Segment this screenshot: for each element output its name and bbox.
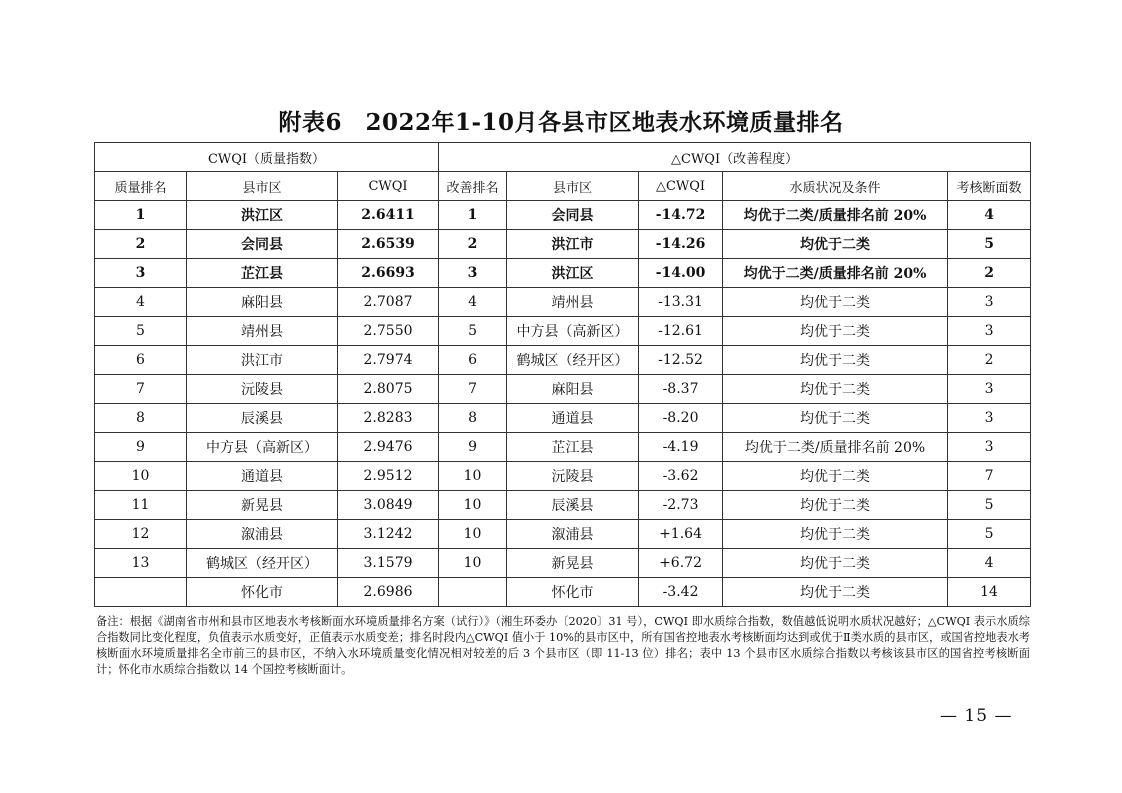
table-cell: 洪江区 <box>507 259 639 288</box>
table-cell: 3 <box>439 259 507 288</box>
table-cell: 2.9476 <box>338 433 439 462</box>
table-cell: 2.6411 <box>338 201 439 230</box>
column-header: 县市区 <box>187 172 338 201</box>
column-header: 改善排名 <box>439 172 507 201</box>
table-cell: -2.73 <box>639 491 723 520</box>
table-cell: 8 <box>95 404 187 433</box>
table-cell: 均优于二类 <box>723 288 948 317</box>
table-cell: 均优于二类 <box>723 549 948 578</box>
column-header: 水质状况及条件 <box>723 172 948 201</box>
table-cell: 新晃县 <box>187 491 338 520</box>
table-cell: 3.1579 <box>338 549 439 578</box>
table-cell: 4 <box>948 201 1031 230</box>
table-cell: 10 <box>439 549 507 578</box>
table-cell: 均优于二类 <box>723 578 948 607</box>
column-header: CWQI <box>338 172 439 201</box>
table-cell: 均优于二类/质量排名前 20% <box>723 433 948 462</box>
table-cell: 8 <box>439 404 507 433</box>
table-cell: 均优于二类 <box>723 375 948 404</box>
table-cell: 中方县（高新区） <box>507 317 639 346</box>
table-cell: -14.26 <box>639 230 723 259</box>
table-cell: 10 <box>439 491 507 520</box>
table-cell: 麻阳县 <box>187 288 338 317</box>
table-cell: 均优于二类/质量排名前 20% <box>723 259 948 288</box>
table-cell: 中方县（高新区） <box>187 433 338 462</box>
table-cell: 5 <box>95 317 187 346</box>
table-cell: 辰溪县 <box>507 491 639 520</box>
page-title: 附表6 2022年1-10月各县市区地表水环境质量排名 <box>278 109 844 136</box>
table-cell: 1 <box>439 201 507 230</box>
group-header-delta-cwqi: △CWQI（改善程度） <box>439 143 1031 172</box>
table-cell: 均优于二类 <box>723 230 948 259</box>
table-cell: 2 <box>95 230 187 259</box>
table-cell: 5 <box>948 520 1031 549</box>
table-cell <box>95 578 187 607</box>
table-cell: -8.20 <box>639 404 723 433</box>
table-cell: 均优于二类 <box>723 491 948 520</box>
table-cell: 均优于二类/质量排名前 20% <box>723 201 948 230</box>
table-cell: 怀化市 <box>507 578 639 607</box>
table-cell: 3.0849 <box>338 491 439 520</box>
table-cell: 3 <box>948 375 1031 404</box>
table-cell: 9 <box>95 433 187 462</box>
table-cell: 7 <box>439 375 507 404</box>
table-cell: 芷江县 <box>187 259 338 288</box>
table-cell: 2.8283 <box>338 404 439 433</box>
table-cell: 12 <box>95 520 187 549</box>
table-cell <box>439 578 507 607</box>
table-cell: 2.7974 <box>338 346 439 375</box>
table-cell: 1 <box>95 201 187 230</box>
group-header-cwqi: CWQI（质量指数） <box>95 143 439 172</box>
table-cell: 麻阳县 <box>507 375 639 404</box>
table-cell: 会同县 <box>187 230 338 259</box>
table-cell: -14.00 <box>639 259 723 288</box>
table-cell: 靖州县 <box>187 317 338 346</box>
table-cell: 新晃县 <box>507 549 639 578</box>
table-cell: 14 <box>948 578 1031 607</box>
table-cell: 3 <box>948 288 1031 317</box>
table-cell: 2 <box>948 346 1031 375</box>
table-cell: 5 <box>948 230 1031 259</box>
table-cell: 靖州县 <box>507 288 639 317</box>
table-cell: 洪江市 <box>507 230 639 259</box>
table-cell: 均优于二类 <box>723 462 948 491</box>
column-header: 质量排名 <box>95 172 187 201</box>
table-cell: 鹤城区（经开区） <box>507 346 639 375</box>
table-cell: 5 <box>948 491 1031 520</box>
table-cell: 沅陵县 <box>187 375 338 404</box>
column-header-row <box>95 172 1031 201</box>
table-cell: 10 <box>439 462 507 491</box>
table-cell: 3 <box>948 433 1031 462</box>
table-cell: 沅陵县 <box>507 462 639 491</box>
table-cell: 9 <box>439 433 507 462</box>
table-cell: 会同县 <box>507 201 639 230</box>
table-cell: 2.6539 <box>338 230 439 259</box>
table-cell: 均优于二类 <box>723 520 948 549</box>
table-row <box>95 288 1031 317</box>
table-row <box>95 549 1031 578</box>
table-cell: -13.31 <box>639 288 723 317</box>
table-cell: 芷江县 <box>507 433 639 462</box>
table-cell: 2.6693 <box>338 259 439 288</box>
table-cell: 2.6986 <box>338 578 439 607</box>
page-number: — 15 — <box>940 706 1013 726</box>
table-cell: 2 <box>439 230 507 259</box>
table-cell: 2 <box>948 259 1031 288</box>
group-header-row <box>95 143 1031 172</box>
table-cell: 11 <box>95 491 187 520</box>
footnote: 备注：根据《湖南省市州和县市区地表水考核断面水环境质量排名方案（试行）》（湘生环委办〔2020〕31 号），CWQI 即水质综合指数，数值越低说明水质状况越好；△CWQI 表示水质综合指数同比变化程度，负值表示水质变好，正值表示水质变差；排名时段内△CWQI 值小于 10%的县市区中，所有国省控地表水考核断面均达到或优于Ⅱ类水质的县市区，或国省控地表水考核断面水环境质量排名全市前三的县市区，不纳入水环境质量变化情况相对较差的后 3 个县市区（即 11-13 位）排名；表中 13 个县市区水质综合指数以考核该县市区的国省控考核断面计；怀化市水质综合指数以 14 个国控考核断面计。 <box>96 615 1030 676</box>
table-cell: 7 <box>948 462 1031 491</box>
table-row <box>95 433 1031 462</box>
table-cell: 均优于二类 <box>723 317 948 346</box>
table-cell: 鹤城区（经开区） <box>187 549 338 578</box>
table-cell: 怀化市 <box>187 578 338 607</box>
table-cell: 均优于二类 <box>723 404 948 433</box>
table-cell: 2.7087 <box>338 288 439 317</box>
table-cell: +6.72 <box>639 549 723 578</box>
table-row <box>95 404 1031 433</box>
table-row <box>95 578 1031 607</box>
table-cell: 2.9512 <box>338 462 439 491</box>
table-cell: 5 <box>439 317 507 346</box>
table-row <box>95 520 1031 549</box>
table-cell: 4 <box>948 549 1031 578</box>
table-cell: 2.8075 <box>338 375 439 404</box>
table-cell: -12.52 <box>639 346 723 375</box>
table-row <box>95 259 1031 288</box>
table-cell: 均优于二类 <box>723 346 948 375</box>
table-cell: 4 <box>95 288 187 317</box>
table-cell: 10 <box>95 462 187 491</box>
table-cell: 溆浦县 <box>507 520 639 549</box>
table-cell: -4.19 <box>639 433 723 462</box>
table-cell: 通道县 <box>187 462 338 491</box>
table-cell: -3.42 <box>639 578 723 607</box>
table-row <box>95 230 1031 259</box>
column-header: △CWQI <box>639 172 723 201</box>
column-header: 考核断面数 <box>948 172 1031 201</box>
table-cell: 溆浦县 <box>187 520 338 549</box>
table-cell: 6 <box>439 346 507 375</box>
table-cell: 4 <box>439 288 507 317</box>
table-cell: -3.62 <box>639 462 723 491</box>
table-cell: -12.61 <box>639 317 723 346</box>
table-cell: 辰溪县 <box>187 404 338 433</box>
table-cell: 2.7550 <box>338 317 439 346</box>
ranking-table <box>94 142 1031 607</box>
table-row <box>95 375 1031 404</box>
table-cell: 洪江区 <box>187 201 338 230</box>
column-header: 县市区 <box>507 172 639 201</box>
table-cell: 洪江市 <box>187 346 338 375</box>
table-row <box>95 462 1031 491</box>
table-row <box>95 491 1031 520</box>
table-cell: 6 <box>95 346 187 375</box>
table-row <box>95 317 1031 346</box>
table-cell: 3 <box>948 404 1031 433</box>
table-cell: 3.1242 <box>338 520 439 549</box>
table-cell: 7 <box>95 375 187 404</box>
table-cell: 3 <box>948 317 1031 346</box>
table-cell: -14.72 <box>639 201 723 230</box>
table-cell: -8.37 <box>639 375 723 404</box>
table-cell: 10 <box>439 520 507 549</box>
table-row <box>95 201 1031 230</box>
table-row <box>95 346 1031 375</box>
table-cell: 13 <box>95 549 187 578</box>
table-cell: 通道县 <box>507 404 639 433</box>
table-cell: 3 <box>95 259 187 288</box>
table-cell: +1.64 <box>639 520 723 549</box>
